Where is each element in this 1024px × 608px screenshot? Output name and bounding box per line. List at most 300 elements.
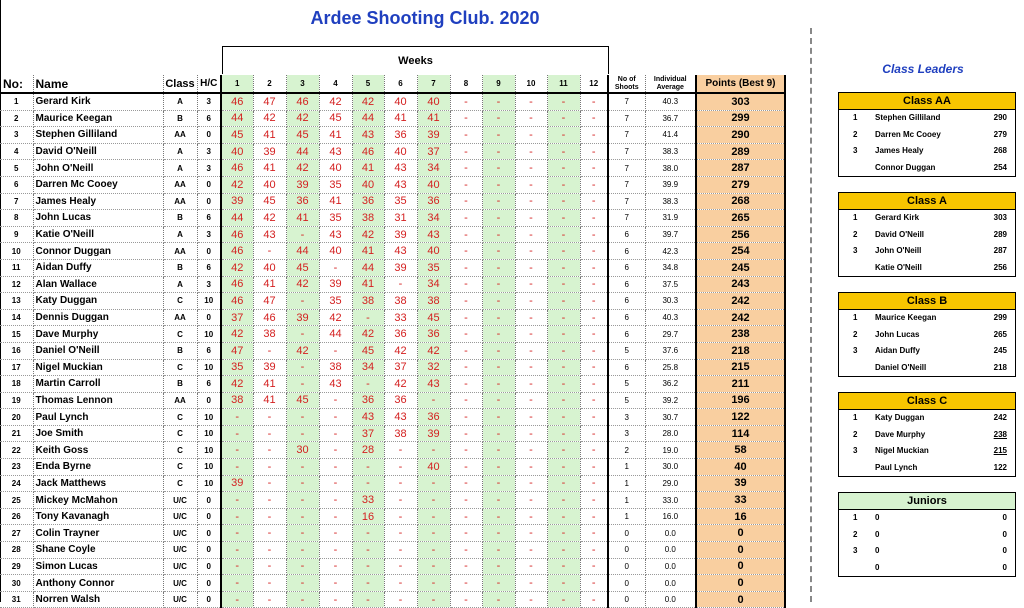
week-4-score-cell[interactable]: - <box>319 575 352 592</box>
week-11-score-cell[interactable]: - <box>547 475 580 492</box>
class-cell[interactable]: B <box>163 376 197 393</box>
week-12-score-cell[interactable]: - <box>580 591 608 608</box>
points-cell[interactable]: 196 <box>696 392 785 409</box>
row-number-cell[interactable]: 30 <box>0 575 33 592</box>
week-2-score-cell[interactable]: - <box>253 475 286 492</box>
class-cell[interactable]: C <box>163 442 197 459</box>
week-8-score-cell[interactable]: - <box>450 93 482 110</box>
week-10-score-cell[interactable]: - <box>515 226 547 243</box>
name-cell[interactable]: Shane Coyle <box>33 542 163 559</box>
week-2-score-cell[interactable]: 42 <box>253 210 286 227</box>
week-1-score-cell[interactable]: - <box>221 575 253 592</box>
week-3-score-cell[interactable]: - <box>286 226 319 243</box>
shoots-count-cell[interactable]: 6 <box>608 226 645 243</box>
week-7-score-cell[interactable]: 42 <box>417 342 450 359</box>
week-1-score-cell[interactable]: 42 <box>221 376 253 393</box>
week-7-score-cell[interactable]: 40 <box>417 243 450 260</box>
week-6-score-cell[interactable]: 33 <box>384 309 417 326</box>
name-cell[interactable]: Connor Duggan <box>33 243 163 260</box>
week-10-score-cell[interactable]: - <box>515 475 547 492</box>
shoots-count-cell[interactable]: 1 <box>608 475 645 492</box>
week-12-score-cell[interactable]: - <box>580 342 608 359</box>
week-2-score-cell[interactable]: 41 <box>253 127 286 144</box>
week-11-score-cell[interactable]: - <box>547 210 580 227</box>
week-5-score-cell[interactable]: - <box>352 459 384 476</box>
week-8-score-cell[interactable]: - <box>450 127 482 144</box>
week-8-score-cell[interactable]: - <box>450 591 482 608</box>
week-1-score-cell[interactable]: 46 <box>221 160 253 177</box>
week-9-score-cell[interactable]: - <box>482 93 515 110</box>
week-8-score-cell[interactable]: - <box>450 359 482 376</box>
row-number-cell[interactable]: 31 <box>0 591 33 608</box>
handicap-cell[interactable]: 6 <box>197 210 221 227</box>
week-9-score-cell[interactable]: - <box>482 542 515 559</box>
points-cell[interactable]: 16 <box>696 508 785 525</box>
average-cell[interactable]: 29.0 <box>645 475 696 492</box>
handicap-cell[interactable]: 0 <box>197 558 221 575</box>
average-cell[interactable]: 0.0 <box>645 558 696 575</box>
row-number-cell[interactable]: 26 <box>0 508 33 525</box>
shoots-count-cell[interactable]: 1 <box>608 492 645 509</box>
week-3-score-cell[interactable]: - <box>286 492 319 509</box>
week-9-score-cell[interactable]: - <box>482 475 515 492</box>
week-6-score-cell[interactable]: 43 <box>384 409 417 426</box>
week-1-score-cell[interactable]: - <box>221 508 253 525</box>
week-4-score-cell[interactable]: - <box>319 542 352 559</box>
week-12-score-cell[interactable]: - <box>580 459 608 476</box>
class-cell[interactable]: AA <box>163 193 197 210</box>
week-6-score-cell[interactable]: 36 <box>384 326 417 343</box>
week-1-score-cell[interactable]: 47 <box>221 342 253 359</box>
points-cell[interactable]: 299 <box>696 110 785 127</box>
week-2-score-cell[interactable]: 39 <box>253 359 286 376</box>
week-2-score-cell[interactable]: 41 <box>253 160 286 177</box>
average-cell[interactable]: 41.4 <box>645 127 696 144</box>
handicap-cell[interactable]: 0 <box>197 591 221 608</box>
week-9-score-cell[interactable]: - <box>482 276 515 293</box>
week-2-score-cell[interactable]: 39 <box>253 143 286 160</box>
points-cell[interactable]: 0 <box>696 542 785 559</box>
row-number-cell[interactable]: 13 <box>0 293 33 310</box>
week-9-score-cell[interactable]: - <box>482 342 515 359</box>
shoots-count-cell[interactable]: 7 <box>608 93 645 110</box>
class-cell[interactable]: A <box>163 143 197 160</box>
name-cell[interactable]: Keith Goss <box>33 442 163 459</box>
week-10-score-cell[interactable]: - <box>515 376 547 393</box>
week-4-score-cell[interactable]: 43 <box>319 376 352 393</box>
average-cell[interactable]: 0.0 <box>645 591 696 608</box>
name-cell[interactable]: Thomas Lennon <box>33 392 163 409</box>
shoots-count-cell[interactable]: 0 <box>608 591 645 608</box>
handicap-cell[interactable]: 6 <box>197 259 221 276</box>
average-cell[interactable]: 0.0 <box>645 525 696 542</box>
week-3-score-cell[interactable]: 30 <box>286 442 319 459</box>
week-5-score-cell[interactable]: 41 <box>352 160 384 177</box>
name-cell[interactable]: Jack Matthews <box>33 475 163 492</box>
week-10-score-cell[interactable]: - <box>515 425 547 442</box>
handicap-cell[interactable]: 0 <box>197 492 221 509</box>
average-cell[interactable]: 37.5 <box>645 276 696 293</box>
week-12-score-cell[interactable]: - <box>580 359 608 376</box>
points-cell[interactable]: 268 <box>696 193 785 210</box>
week-7-score-cell[interactable]: - <box>417 575 450 592</box>
week-10-score-cell[interactable]: - <box>515 176 547 193</box>
week-5-score-cell[interactable]: 40 <box>352 176 384 193</box>
week-11-score-cell[interactable]: - <box>547 143 580 160</box>
week-2-score-cell[interactable]: - <box>253 442 286 459</box>
week-5-score-cell[interactable]: 42 <box>352 326 384 343</box>
week-2-score-cell[interactable]: - <box>253 542 286 559</box>
week-9-score-cell[interactable]: - <box>482 193 515 210</box>
week-1-score-cell[interactable]: - <box>221 459 253 476</box>
week-12-score-cell[interactable]: - <box>580 143 608 160</box>
week-4-score-cell[interactable]: - <box>319 259 352 276</box>
week-1-score-cell[interactable]: - <box>221 525 253 542</box>
class-cell[interactable]: U/C <box>163 542 197 559</box>
week-3-score-cell[interactable]: - <box>286 508 319 525</box>
week-3-score-cell[interactable]: - <box>286 591 319 608</box>
points-cell[interactable]: 40 <box>696 459 785 476</box>
week-5-score-cell[interactable]: 34 <box>352 359 384 376</box>
week-5-score-cell[interactable]: 42 <box>352 226 384 243</box>
name-cell[interactable]: Gerard Kirk <box>33 93 163 110</box>
shoots-count-cell[interactable]: 6 <box>608 293 645 310</box>
week-8-score-cell[interactable]: - <box>450 210 482 227</box>
handicap-cell[interactable]: 0 <box>197 193 221 210</box>
name-cell[interactable]: Joe Smith <box>33 425 163 442</box>
week-11-score-cell[interactable]: - <box>547 542 580 559</box>
week-5-score-cell[interactable]: 46 <box>352 143 384 160</box>
week-7-score-cell[interactable]: 40 <box>417 176 450 193</box>
week-5-score-cell[interactable]: - <box>352 309 384 326</box>
week-3-score-cell[interactable]: 42 <box>286 110 319 127</box>
week-10-score-cell[interactable]: - <box>515 276 547 293</box>
name-cell[interactable]: Simon Lucas <box>33 558 163 575</box>
week-4-score-cell[interactable]: - <box>319 525 352 542</box>
week-7-score-cell[interactable]: - <box>417 558 450 575</box>
week-2-score-cell[interactable]: - <box>253 508 286 525</box>
handicap-cell[interactable]: 10 <box>197 326 221 343</box>
week-11-score-cell[interactable]: - <box>547 342 580 359</box>
week-7-score-cell[interactable]: 36 <box>417 409 450 426</box>
name-cell[interactable]: Enda Byrne <box>33 459 163 476</box>
average-cell[interactable]: 30.3 <box>645 293 696 310</box>
week-5-score-cell[interactable]: 33 <box>352 492 384 509</box>
week-10-score-cell[interactable]: - <box>515 492 547 509</box>
week-7-score-cell[interactable]: 32 <box>417 359 450 376</box>
week-9-score-cell[interactable]: - <box>482 326 515 343</box>
row-number-cell[interactable]: 29 <box>0 558 33 575</box>
week-3-score-cell[interactable]: - <box>286 525 319 542</box>
name-cell[interactable]: Katy Duggan <box>33 293 163 310</box>
week-4-score-cell[interactable]: - <box>319 342 352 359</box>
week-8-score-cell[interactable]: - <box>450 575 482 592</box>
week-1-score-cell[interactable]: - <box>221 409 253 426</box>
shoots-count-cell[interactable]: 7 <box>608 176 645 193</box>
week-1-score-cell[interactable]: 42 <box>221 259 253 276</box>
week-2-score-cell[interactable]: - <box>253 459 286 476</box>
week-1-score-cell[interactable]: 46 <box>221 93 253 110</box>
week-5-score-cell[interactable]: 42 <box>352 93 384 110</box>
week-7-score-cell[interactable]: 40 <box>417 459 450 476</box>
week-1-score-cell[interactable]: - <box>221 558 253 575</box>
handicap-cell[interactable]: 6 <box>197 376 221 393</box>
week-6-score-cell[interactable]: - <box>384 492 417 509</box>
handicap-cell[interactable]: 0 <box>197 243 221 260</box>
week-12-score-cell[interactable]: - <box>580 309 608 326</box>
week-5-score-cell[interactable]: - <box>352 475 384 492</box>
week-1-score-cell[interactable]: 40 <box>221 143 253 160</box>
handicap-cell[interactable]: 3 <box>197 93 221 110</box>
week-5-score-cell[interactable]: 41 <box>352 276 384 293</box>
week-10-score-cell[interactable]: - <box>515 409 547 426</box>
week-2-score-cell[interactable]: - <box>253 591 286 608</box>
week-11-score-cell[interactable]: - <box>547 558 580 575</box>
week-5-score-cell[interactable]: 36 <box>352 193 384 210</box>
class-cell[interactable]: B <box>163 110 197 127</box>
week-6-score-cell[interactable]: - <box>384 442 417 459</box>
week-4-score-cell[interactable]: - <box>319 591 352 608</box>
week-10-score-cell[interactable]: - <box>515 193 547 210</box>
week-4-score-cell[interactable]: - <box>319 475 352 492</box>
week-3-score-cell[interactable]: 45 <box>286 259 319 276</box>
handicap-cell[interactable]: 3 <box>197 276 221 293</box>
week-9-score-cell[interactable]: - <box>482 127 515 144</box>
shoots-count-cell[interactable]: 6 <box>608 243 645 260</box>
week-6-score-cell[interactable]: 43 <box>384 160 417 177</box>
week-8-score-cell[interactable]: - <box>450 558 482 575</box>
class-cell[interactable]: C <box>163 425 197 442</box>
class-cell[interactable]: A <box>163 226 197 243</box>
week-11-score-cell[interactable]: - <box>547 525 580 542</box>
handicap-cell[interactable]: 0 <box>197 525 221 542</box>
week-9-score-cell[interactable]: - <box>482 110 515 127</box>
row-number-cell[interactable]: 9 <box>0 226 33 243</box>
shoots-count-cell[interactable]: 6 <box>608 326 645 343</box>
week-3-score-cell[interactable]: 44 <box>286 143 319 160</box>
points-cell[interactable]: 279 <box>696 176 785 193</box>
row-number-cell[interactable]: 3 <box>0 127 33 144</box>
week-9-score-cell[interactable]: - <box>482 226 515 243</box>
week-4-score-cell[interactable]: 42 <box>319 93 352 110</box>
week-10-score-cell[interactable]: - <box>515 591 547 608</box>
week-10-score-cell[interactable]: - <box>515 575 547 592</box>
points-cell[interactable]: 0 <box>696 558 785 575</box>
week-7-score-cell[interactable]: 36 <box>417 326 450 343</box>
week-5-score-cell[interactable]: 45 <box>352 342 384 359</box>
average-cell[interactable]: 38.0 <box>645 160 696 177</box>
week-11-score-cell[interactable]: - <box>547 492 580 509</box>
class-cell[interactable]: B <box>163 259 197 276</box>
name-cell[interactable]: Dennis Duggan <box>33 309 163 326</box>
week-10-score-cell[interactable]: - <box>515 243 547 260</box>
week-5-score-cell[interactable]: - <box>352 376 384 393</box>
average-cell[interactable]: 19.0 <box>645 442 696 459</box>
week-5-score-cell[interactable]: 37 <box>352 425 384 442</box>
week-3-score-cell[interactable]: - <box>286 293 319 310</box>
name-cell[interactable]: Colin Trayner <box>33 525 163 542</box>
week-3-score-cell[interactable]: - <box>286 376 319 393</box>
handicap-cell[interactable]: 10 <box>197 293 221 310</box>
name-cell[interactable]: Norren Walsh <box>33 591 163 608</box>
handicap-cell[interactable]: 0 <box>197 127 221 144</box>
average-cell[interactable]: 39.7 <box>645 226 696 243</box>
week-9-score-cell[interactable]: - <box>482 176 515 193</box>
week-3-score-cell[interactable]: - <box>286 409 319 426</box>
week-11-score-cell[interactable]: - <box>547 409 580 426</box>
week-5-score-cell[interactable]: 43 <box>352 409 384 426</box>
week-8-score-cell[interactable]: - <box>450 342 482 359</box>
week-2-score-cell[interactable]: 43 <box>253 226 286 243</box>
week-6-score-cell[interactable]: - <box>384 508 417 525</box>
week-7-score-cell[interactable]: 45 <box>417 309 450 326</box>
week-2-score-cell[interactable]: - <box>253 409 286 426</box>
week-7-score-cell[interactable]: 36 <box>417 193 450 210</box>
week-6-score-cell[interactable]: 36 <box>384 392 417 409</box>
week-7-score-cell[interactable]: - <box>417 525 450 542</box>
points-cell[interactable]: 211 <box>696 376 785 393</box>
week-4-score-cell[interactable]: 40 <box>319 160 352 177</box>
average-cell[interactable]: 16.0 <box>645 508 696 525</box>
week-3-score-cell[interactable]: 42 <box>286 160 319 177</box>
week-10-score-cell[interactable]: - <box>515 359 547 376</box>
average-cell[interactable]: 38.3 <box>645 193 696 210</box>
week-6-score-cell[interactable]: - <box>384 542 417 559</box>
week-9-score-cell[interactable]: - <box>482 392 515 409</box>
week-9-score-cell[interactable]: - <box>482 409 515 426</box>
week-7-score-cell[interactable]: - <box>417 591 450 608</box>
week-8-score-cell[interactable]: - <box>450 226 482 243</box>
week-10-score-cell[interactable]: - <box>515 442 547 459</box>
week-12-score-cell[interactable]: - <box>580 193 608 210</box>
week-10-score-cell[interactable]: - <box>515 293 547 310</box>
handicap-cell[interactable]: 0 <box>197 309 221 326</box>
week-1-score-cell[interactable]: 42 <box>221 176 253 193</box>
row-number-cell[interactable]: 8 <box>0 210 33 227</box>
row-number-cell[interactable]: 15 <box>0 326 33 343</box>
week-9-score-cell[interactable]: - <box>482 160 515 177</box>
class-cell[interactable]: A <box>163 160 197 177</box>
average-cell[interactable]: 40.3 <box>645 93 696 110</box>
week-12-score-cell[interactable]: - <box>580 160 608 177</box>
name-cell[interactable]: Daniel O'Neill <box>33 342 163 359</box>
week-11-score-cell[interactable]: - <box>547 110 580 127</box>
week-12-score-cell[interactable]: - <box>580 326 608 343</box>
week-8-score-cell[interactable]: - <box>450 542 482 559</box>
week-11-score-cell[interactable]: - <box>547 226 580 243</box>
average-cell[interactable]: 31.9 <box>645 210 696 227</box>
week-12-score-cell[interactable]: - <box>580 575 608 592</box>
week-10-score-cell[interactable]: - <box>515 459 547 476</box>
week-1-score-cell[interactable]: - <box>221 425 253 442</box>
shoots-count-cell[interactable]: 5 <box>608 342 645 359</box>
week-5-score-cell[interactable]: 38 <box>352 210 384 227</box>
week-7-score-cell[interactable]: - <box>417 442 450 459</box>
week-12-score-cell[interactable]: - <box>580 392 608 409</box>
week-7-score-cell[interactable]: 39 <box>417 127 450 144</box>
week-9-score-cell[interactable]: - <box>482 525 515 542</box>
week-9-score-cell[interactable]: - <box>482 243 515 260</box>
week-10-score-cell[interactable]: - <box>515 508 547 525</box>
week-6-score-cell[interactable]: 37 <box>384 359 417 376</box>
points-cell[interactable]: 114 <box>696 425 785 442</box>
week-6-score-cell[interactable]: 38 <box>384 293 417 310</box>
points-cell[interactable]: 0 <box>696 525 785 542</box>
week-12-score-cell[interactable]: - <box>580 226 608 243</box>
week-7-score-cell[interactable]: 35 <box>417 259 450 276</box>
name-cell[interactable]: Martin Carroll <box>33 376 163 393</box>
class-cell[interactable]: B <box>163 342 197 359</box>
week-8-score-cell[interactable]: - <box>450 176 482 193</box>
class-cell[interactable]: U/C <box>163 525 197 542</box>
week-7-score-cell[interactable]: 39 <box>417 425 450 442</box>
week-7-score-cell[interactable]: 34 <box>417 160 450 177</box>
week-3-score-cell[interactable]: - <box>286 558 319 575</box>
name-cell[interactable]: John Lucas <box>33 210 163 227</box>
week-9-score-cell[interactable]: - <box>482 425 515 442</box>
week-2-score-cell[interactable]: 41 <box>253 392 286 409</box>
week-3-score-cell[interactable]: 36 <box>286 193 319 210</box>
week-6-score-cell[interactable]: - <box>384 591 417 608</box>
week-8-score-cell[interactable]: - <box>450 259 482 276</box>
week-3-score-cell[interactable]: - <box>286 575 319 592</box>
row-number-cell[interactable]: 28 <box>0 542 33 559</box>
name-cell[interactable]: Stephen Gilliland <box>33 127 163 144</box>
week-1-score-cell[interactable]: 39 <box>221 193 253 210</box>
week-3-score-cell[interactable]: - <box>286 542 319 559</box>
name-cell[interactable]: Nigel Muckian <box>33 359 163 376</box>
shoots-count-cell[interactable]: 6 <box>608 276 645 293</box>
points-cell[interactable]: 289 <box>696 143 785 160</box>
week-7-score-cell[interactable]: 38 <box>417 293 450 310</box>
week-6-score-cell[interactable]: 38 <box>384 425 417 442</box>
name-cell[interactable]: Darren Mc Cooey <box>33 176 163 193</box>
week-12-score-cell[interactable]: - <box>580 293 608 310</box>
week-5-score-cell[interactable]: - <box>352 591 384 608</box>
average-cell[interactable]: 42.3 <box>645 243 696 260</box>
week-4-score-cell[interactable]: 43 <box>319 226 352 243</box>
week-3-score-cell[interactable]: 42 <box>286 276 319 293</box>
class-cell[interactable]: AA <box>163 392 197 409</box>
week-1-score-cell[interactable]: 37 <box>221 309 253 326</box>
week-8-score-cell[interactable]: - <box>450 442 482 459</box>
points-cell[interactable]: 243 <box>696 276 785 293</box>
row-number-cell[interactable]: 20 <box>0 409 33 426</box>
points-cell[interactable]: 0 <box>696 591 785 608</box>
points-cell[interactable]: 0 <box>696 575 785 592</box>
week-9-score-cell[interactable]: - <box>482 293 515 310</box>
week-11-score-cell[interactable]: - <box>547 276 580 293</box>
average-cell[interactable]: 30.0 <box>645 459 696 476</box>
week-9-score-cell[interactable]: - <box>482 492 515 509</box>
class-cell[interactable]: U/C <box>163 558 197 575</box>
points-cell[interactable]: 245 <box>696 259 785 276</box>
handicap-cell[interactable]: 0 <box>197 542 221 559</box>
week-3-score-cell[interactable]: - <box>286 326 319 343</box>
week-9-score-cell[interactable]: - <box>482 508 515 525</box>
week-11-score-cell[interactable]: - <box>547 259 580 276</box>
week-7-score-cell[interactable]: 41 <box>417 110 450 127</box>
week-9-score-cell[interactable]: - <box>482 210 515 227</box>
shoots-count-cell[interactable]: 3 <box>608 425 645 442</box>
shoots-count-cell[interactable]: 7 <box>608 210 645 227</box>
week-4-score-cell[interactable]: - <box>319 492 352 509</box>
week-10-score-cell[interactable]: - <box>515 342 547 359</box>
week-2-score-cell[interactable]: 47 <box>253 93 286 110</box>
row-number-cell[interactable]: 22 <box>0 442 33 459</box>
week-11-score-cell[interactable]: - <box>547 392 580 409</box>
average-cell[interactable]: 34.8 <box>645 259 696 276</box>
